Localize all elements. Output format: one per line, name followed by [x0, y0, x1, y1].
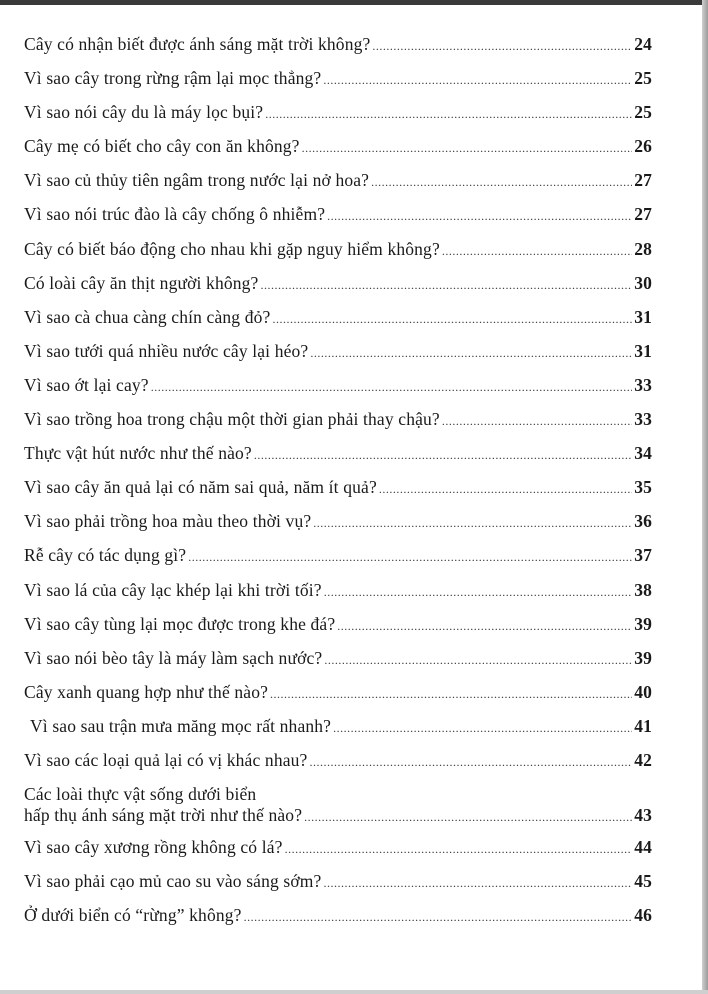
- toc-page-number: 24: [634, 34, 652, 54]
- toc-title: Vì sao nói bèo tây là máy làm sạch nước?: [24, 647, 323, 668]
- toc-page-number: 28: [634, 238, 652, 259]
- toc-title: Vì sao phải cạo mủ cao su vào sáng sớm?: [24, 871, 322, 892]
- toc-leader-dots: [323, 73, 632, 88]
- toc-page-number: 25: [634, 68, 652, 89]
- toc-title: Cây mẹ có biết cho cây con ăn không?: [24, 136, 300, 157]
- toc-entry: [24, 273, 652, 307]
- toc-page-number: 41: [634, 715, 652, 736]
- toc-leader-dots: [313, 516, 632, 531]
- toc-title-line1: Các loài thực vật sống dưới biển: [24, 784, 257, 805]
- toc-page-number: 42: [634, 749, 652, 770]
- toc-title: Vì sao cây xương rồng không có lá?: [24, 837, 283, 858]
- toc-leader-dots: [285, 842, 633, 857]
- table-of-contents: [24, 34, 652, 939]
- toc-leader-dots: [151, 380, 633, 395]
- toc-leader-dots: [270, 687, 632, 702]
- toc-title: Vì sao củ thủy tiên ngâm trong nước lại nở hoa?: [24, 170, 370, 191]
- toc-page-number: 35: [634, 477, 652, 498]
- toc-title: Cây có nhận biết được ánh sáng mặt trời không?: [24, 34, 371, 54]
- toc-page-number: 31: [634, 340, 652, 361]
- toc-entry: [24, 239, 652, 273]
- toc-leader-dots: [324, 653, 632, 668]
- toc-page-number: 38: [634, 579, 652, 600]
- toc-entry: [24, 545, 652, 579]
- toc-title: Vì sao tưới quá nhiều nước cây lại héo?: [24, 340, 309, 361]
- toc-leader-dots: [309, 755, 632, 770]
- toc-leader-dots: [323, 876, 632, 891]
- scan-bottom-edge: [0, 990, 708, 994]
- scan-top-edge: [0, 0, 708, 5]
- toc-page-number: 30: [634, 272, 652, 293]
- toc-leader-dots: [244, 910, 633, 925]
- toc-page-number: 46: [634, 905, 652, 926]
- toc-page-number: 40: [634, 681, 652, 702]
- toc-entry: [24, 170, 652, 204]
- toc-title-line2-row: [24, 805, 652, 826]
- toc-entry: [24, 68, 652, 102]
- toc-entry: [24, 648, 652, 682]
- toc-entry: [24, 409, 652, 443]
- toc-title: Vì sao nói cây du là máy lọc bụi?: [24, 102, 264, 123]
- toc-leader-dots: [372, 39, 632, 54]
- toc-leader-dots: [310, 346, 632, 361]
- toc-title: Ở dưới biển có “rừng” không?: [24, 905, 242, 926]
- toc-entry: [24, 682, 652, 716]
- toc-title: Cây xanh quang hợp như thế nào?: [24, 681, 269, 702]
- toc-title: Vì sao sau trận mưa măng mọc rất nhanh?: [30, 715, 332, 736]
- toc-leader-dots: [371, 175, 632, 190]
- toc-entry: [24, 307, 652, 341]
- toc-entry: [24, 784, 652, 837]
- toc-title: Vì sao cà chua càng chín càng đỏ?: [24, 306, 271, 327]
- toc-page-number: 37: [634, 545, 652, 566]
- toc-entry: [24, 136, 652, 170]
- toc-page-number: 27: [634, 204, 652, 225]
- toc-leader-dots: [337, 619, 632, 634]
- toc-title: Thực vật hút nước như thế nào?: [24, 443, 252, 464]
- toc-title: Vì sao ớt lại cay?: [24, 374, 149, 395]
- toc-page-number: 33: [634, 409, 652, 430]
- toc-title: Vì sao nói trúc đào là cây chống ô nhiễm?: [24, 204, 326, 225]
- toc-entry: [24, 716, 652, 750]
- toc-page-number: 31: [634, 306, 652, 327]
- toc-leader-dots: [272, 312, 632, 327]
- toc-title: Vì sao cây trong rừng rậm lại mọc thẳng?: [24, 68, 322, 89]
- toc-entry: [24, 341, 652, 375]
- toc-entry: [24, 511, 652, 545]
- scan-right-edge: [702, 0, 708, 994]
- toc-title: Cây có biết báo động cho nhau khi gặp nguy hiểm không?: [24, 238, 440, 259]
- toc-leader-dots: [442, 414, 632, 429]
- toc-page-number: 33: [634, 374, 652, 395]
- toc-title: Vì sao lá của cây lạc khép lại khi trời tối?: [24, 579, 322, 600]
- toc-title: Vì sao cây tùng lại mọc được trong khe đá?: [24, 613, 336, 634]
- toc-page-number: 39: [634, 613, 652, 634]
- toc-leader-dots: [304, 810, 632, 825]
- toc-entry: [24, 905, 652, 939]
- toc-title: Rễ cây có tác dụng gì?: [24, 545, 187, 566]
- toc-entry: [24, 204, 652, 238]
- toc-entry: [24, 871, 652, 905]
- toc-title: Vì sao phải trồng hoa màu theo thời vụ?: [24, 511, 312, 532]
- toc-page-number: 43: [634, 805, 652, 826]
- toc-title: Vì sao trồng hoa trong chậu một thời gian phải thay chậu?: [24, 409, 440, 430]
- toc-leader-dots: [188, 550, 632, 565]
- toc-title: hấp thụ ánh sáng mặt trời như thế nào?: [24, 805, 303, 826]
- toc-page-number: 25: [634, 102, 652, 123]
- toc-leader-dots: [327, 209, 632, 224]
- toc-page-number: 34: [634, 443, 652, 464]
- toc-leader-dots: [302, 141, 633, 156]
- toc-entry: [24, 443, 652, 477]
- toc-title: Có loài cây ăn thịt người không?: [24, 272, 259, 293]
- toc-leader-dots: [333, 721, 632, 736]
- toc-leader-dots: [260, 278, 632, 293]
- toc-entry: [24, 580, 652, 614]
- toc-page-number: 36: [634, 511, 652, 532]
- toc-page-number: 45: [634, 871, 652, 892]
- toc-page-number: 39: [634, 647, 652, 668]
- toc-leader-dots: [379, 482, 632, 497]
- toc-page-number: 44: [634, 837, 652, 858]
- toc-title: Vì sao các loại quả lại có vị khác nhau?: [24, 749, 308, 770]
- toc-page-number: 27: [634, 170, 652, 191]
- toc-leader-dots: [254, 448, 632, 463]
- toc-leader-dots: [265, 107, 632, 122]
- toc-entry: [24, 34, 652, 68]
- toc-entry: [24, 477, 652, 511]
- toc-leader-dots: [442, 244, 632, 259]
- toc-entry: [24, 750, 652, 784]
- toc-leader-dots: [324, 585, 632, 600]
- toc-entry: [24, 837, 652, 871]
- toc-entry: [24, 614, 652, 648]
- toc-entry: [24, 375, 652, 409]
- toc-title: Vì sao cây ăn quả lại có năm sai quả, năm ít quả?: [24, 477, 377, 498]
- toc-entry: [24, 102, 652, 136]
- toc-page-number: 26: [634, 136, 652, 157]
